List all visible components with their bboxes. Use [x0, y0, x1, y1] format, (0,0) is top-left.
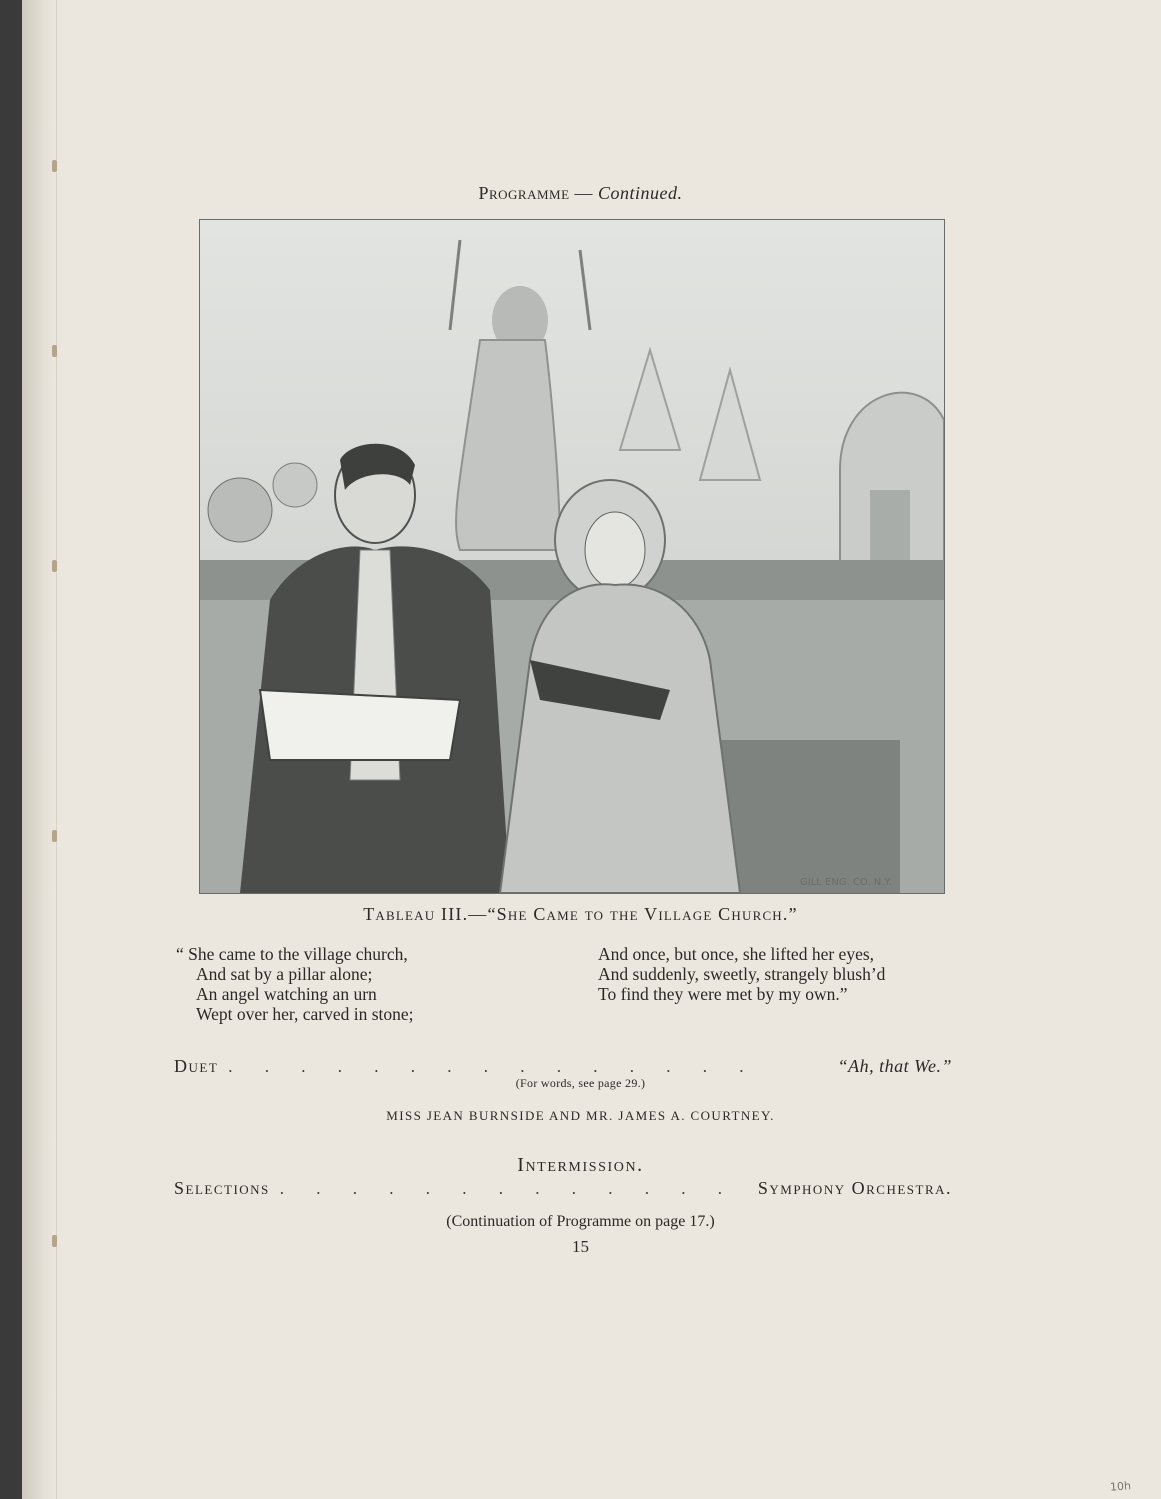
archive-mark: 10h — [1109, 1479, 1132, 1494]
binding-edge — [22, 0, 57, 1499]
verse-line: And sat by a pillar alone; — [196, 964, 373, 984]
duet-note: (For words, see page 29.) — [515, 1076, 646, 1090]
verse-line: And once, but once, she lifted her eyes, — [598, 944, 875, 964]
verse-line: An angel watching an urn — [196, 984, 377, 1004]
selections-leader-dots: . . . . . . . . . . . . . — [279, 1179, 737, 1198]
duet-performers: MISS JEAN BURNSIDE AND MR. JAMES A. COURTNEY. — [386, 1108, 775, 1123]
verse-line: Wept over her, carved in stone; — [196, 1004, 414, 1024]
tableau-caption: Tableau III.—“She Came to the Village Church.” — [363, 904, 798, 924]
header-title: Programme — [478, 183, 570, 203]
duet-row — [174, 1056, 952, 1077]
illustration-signature: GILL ENG. CO. N.Y. — [800, 877, 892, 888]
continuation-note: (Continuation of Programme on page 17.) — [446, 1213, 715, 1230]
page-header — [0, 183, 1161, 204]
verse-line: And suddenly, sweetly, strangely blush’d — [598, 964, 886, 984]
intermission-heading: Intermission. — [517, 1154, 644, 1176]
verse-line: “ She came to the village church, — [176, 944, 408, 964]
duet-title: “Ah, that We.” — [837, 1056, 952, 1076]
verse-left — [176, 944, 414, 1024]
duet-label: Duet — [174, 1056, 219, 1076]
verse-right — [598, 944, 885, 1004]
tableau-illustration — [199, 219, 945, 894]
duet-leader-dots: . . . . . . . . . . . . . . . — [228, 1057, 758, 1076]
binding-stitch — [52, 830, 57, 842]
binding-stitch — [52, 345, 57, 357]
binding-stitch — [52, 160, 57, 172]
selections-row — [174, 1178, 952, 1199]
header-dash: — — [569, 183, 599, 203]
verse-line: To find they were met by my own.” — [598, 984, 848, 1004]
header-continued: Continued. — [598, 183, 683, 203]
binding-stitch — [52, 560, 57, 572]
selections-performer: Symphony Orchestra. — [757, 1178, 952, 1198]
selections-label: Selections — [174, 1178, 270, 1198]
page-number: 15 — [572, 1237, 589, 1256]
